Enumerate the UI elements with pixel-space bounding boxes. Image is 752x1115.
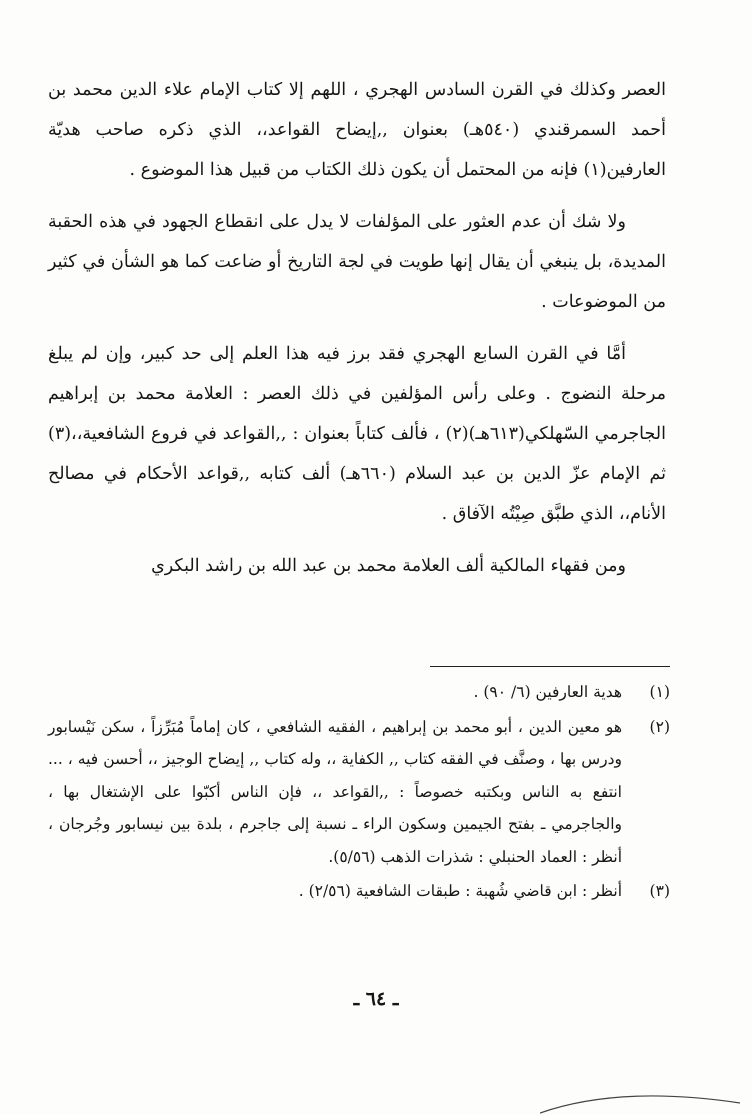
footnotes xyxy=(48,676,670,910)
footnote xyxy=(48,875,670,908)
footnote-number: (٣) xyxy=(649,882,670,900)
footnote xyxy=(48,676,670,709)
paragraph: أمَّا في القرن السابع الهجري فقد برز فيه هذا العلم إلى حد كبير، وإن لم يبلغ مرحلة النضوج . وعلى رأس المؤلفين في ذلك العصر : العلامة محمد بن إبراهيم الجاجرمي السّهلكي(٦١٣هـ)(٢) ، فألف كتاباً بعنوان : ,,القواعد في فروع الشافعية،،(٣) ثم الإمام عزّ الدين بن عبد السلام (٦٦٠هـ) ألف كتابه ,,قواعد الأحكام في مصالح الأنام،، الذي طبَّق صِيْتُه الآفاق . xyxy=(48,344,666,524)
footnote-number: (٢) xyxy=(649,717,670,736)
paragraph: ومن فقهاء المالكية ألف العلامة محمد بن عبد الله بن راشد البكري xyxy=(151,556,626,576)
footnote-text: أنظر : ابن قاضي شُهبة : طبقات الشافعية (٢/٥٦) . xyxy=(298,882,622,900)
footnote-number: (١) xyxy=(649,683,670,701)
paragraph: العصر وكذلك في القرن السادس الهجري ، اللهم إلا كتاب الإمام علاء الدين محمد بن أحمد السمرقندي (٥٤٠هـ) بعنوان ,,إيضاح القواعد،، الذي ذكره صاحب هديّة العارفين(١) فإنه من المحتمل أن يكون ذلك الكتاب من قبيل هذا الموضوع . xyxy=(48,80,666,180)
paragraph: ولا شك أن عدم العثور على المؤلفات لا يدل على انقطاع الجهود في هذه الحقبة المديدة، بل ينبغي أن يقال إنها طويت في لجة التاريخ أو ضاعت كما هو الشأن في كثير من الموضوعات . xyxy=(48,212,666,312)
page-edge-curve xyxy=(540,1085,740,1115)
footnote-separator xyxy=(430,666,670,667)
footnote-text: هو معين الدين ، أبو محمد بن إبراهيم ، الفقيه الشافعي ، كان إماماً مُبَرِّزاً ، سكن نَيْسابور ودرس بها ، وصنَّف في الفقه كتاب ,, الكفاية ،، وله كتاب ,, إيضاح الوجيز ،، أحسن فيه ، ... انتفع به الناس وبكتبه خصوصاً : ,,القواعد ،، فإن الناس أكبّوا على الإشتغال بها ، والجاجرمي ـ بفتح الجيمين وسكون الراء ـ نسبة إلى جاجرم ، بلدة بين نيسابور وجُرجان ، أنظر : العماد الحنبلي : شذرات الذهب (٥/٥٦). xyxy=(48,717,622,866)
page-number: ـ ٦٤ ـ xyxy=(353,988,399,1010)
main-text xyxy=(48,70,666,598)
footnote xyxy=(48,711,670,874)
footnote-text: هدية العارفين (٦/ ٩٠) . xyxy=(473,683,622,701)
